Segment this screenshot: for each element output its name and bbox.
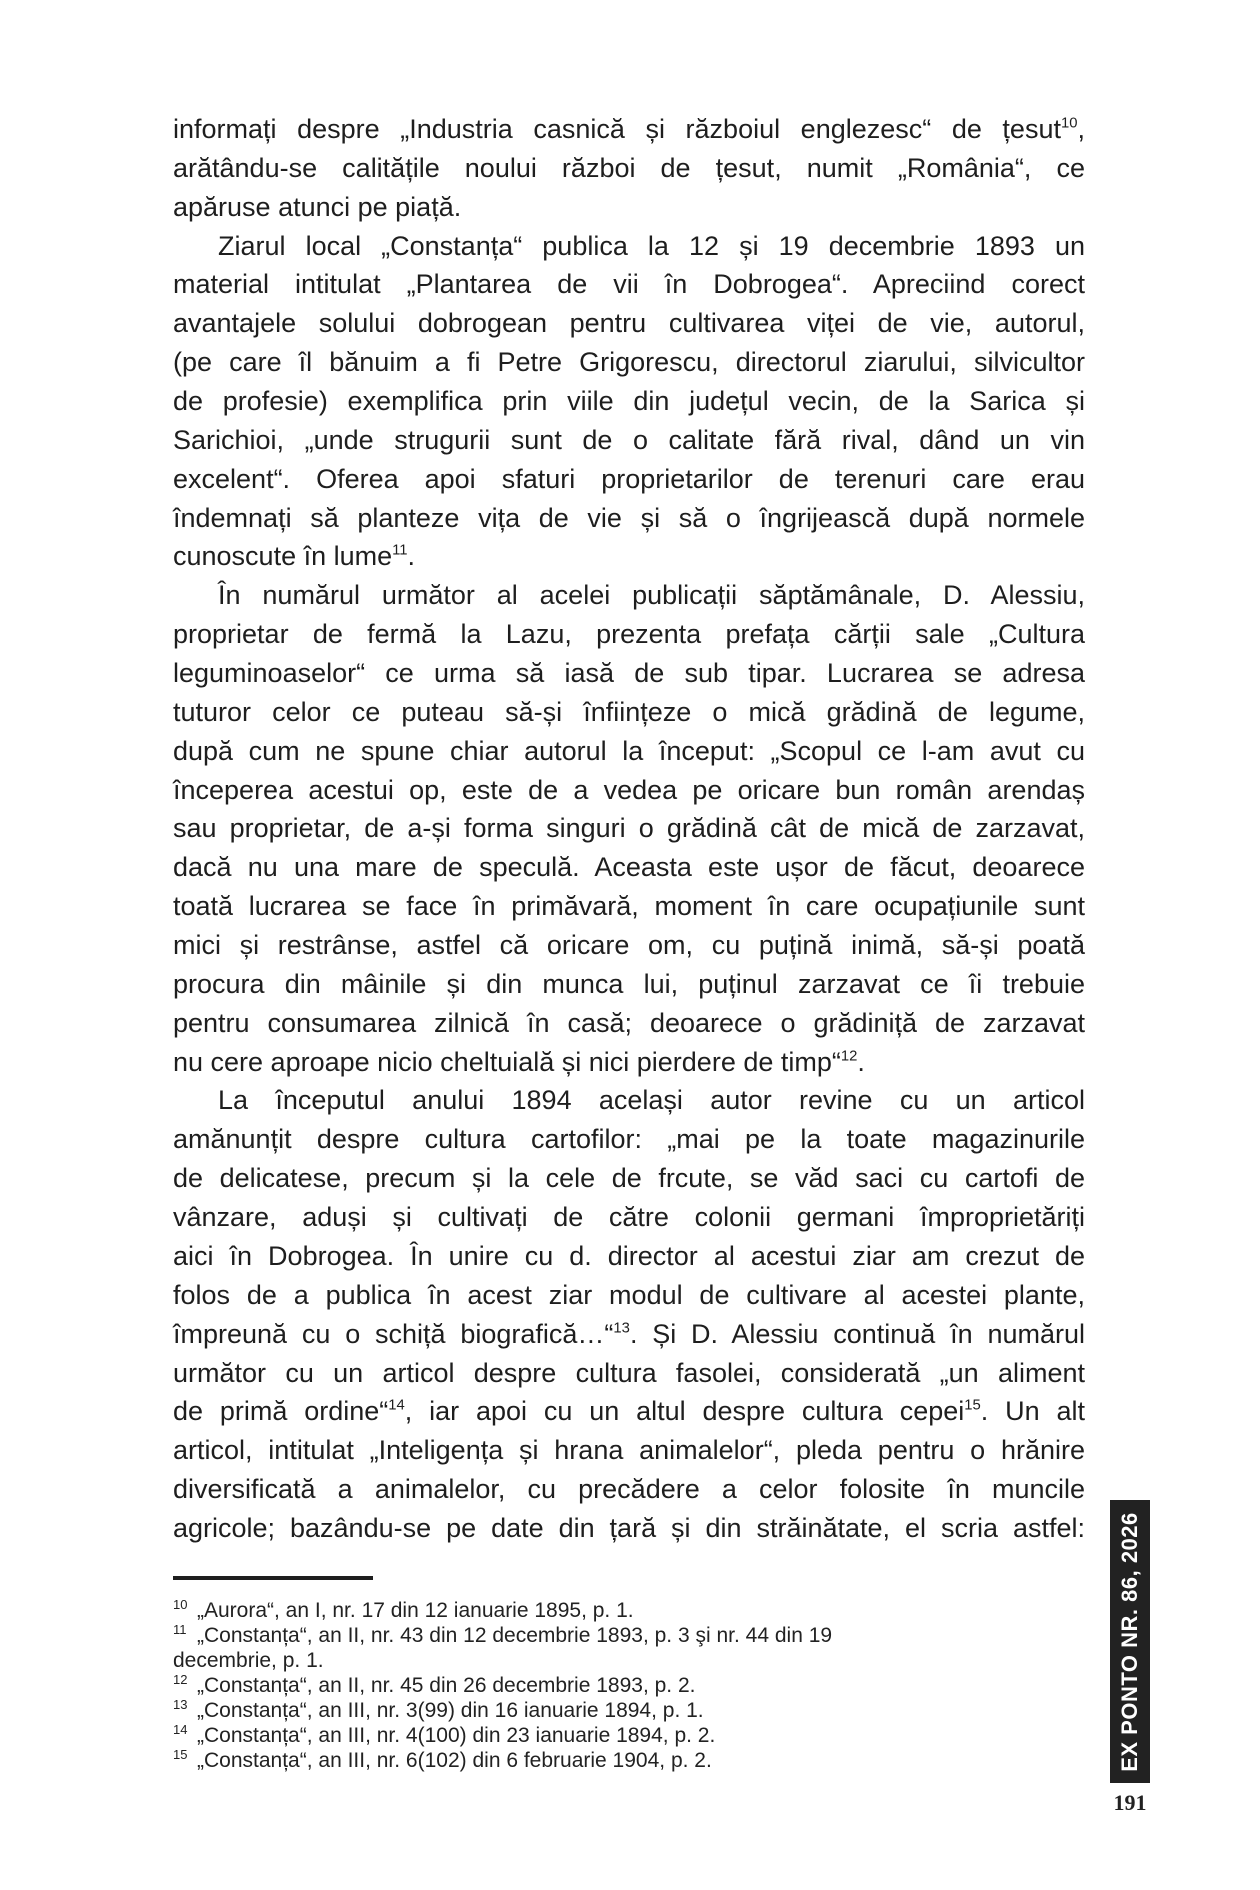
body-line-text (173, 693, 1085, 732)
body-line-text (173, 926, 1085, 965)
body-line (173, 848, 1085, 887)
text-run: de profesie) exemplifica prin viile din județul vecin, de la Sarica și (173, 386, 1085, 417)
text-run: . (407, 541, 416, 572)
body-line (173, 1470, 1085, 1509)
body-line-text (173, 1120, 1085, 1159)
body-line-text (173, 732, 1085, 771)
footnote-ref: 10 (1060, 115, 1078, 132)
body-line (173, 421, 1085, 460)
footnote-continuation: decembrie, p. 1. (173, 1649, 324, 1672)
body-line (173, 537, 1085, 576)
body-line-text (173, 771, 1085, 810)
footnotes (173, 1598, 1085, 1773)
body-line (173, 1431, 1085, 1470)
text-run: tuturor celor ce puteau să-și înființeze o mică grădină de legume, (173, 696, 1085, 727)
footnote-text: „Aurora“, an I, nr. 17 din 12 ianuarie 1895, p. 1. (197, 1599, 634, 1622)
body-line (173, 1004, 1085, 1043)
text-run: aici în Dobrogea. În unire cu d. director al acestui ziar am crezut de (173, 1240, 1085, 1271)
text-run: . Și D. Alessiu continuă în numărul (629, 1318, 1085, 1349)
footnote-text: „Constanța“, an III, nr. 3(99) din 16 ianuarie 1894, p. 1. (197, 1699, 704, 1722)
body-line-text (173, 537, 415, 576)
body-line (173, 1159, 1085, 1198)
footnote-ref: 14 (388, 1397, 405, 1414)
footnote-text: „Constanța“, an II, nr. 45 din 26 decembrie 1893, p. 2. (197, 1674, 696, 1697)
text-run: articol, intitulat „Inteligența și hrana animalelor“, pleda pentru o hrănire (173, 1435, 1085, 1466)
text-run: , (1077, 114, 1085, 144)
footnote-ref: 11 (392, 543, 408, 560)
body-line (173, 188, 1085, 227)
body-line (173, 1392, 1085, 1431)
journal-side-tab (1110, 1500, 1150, 1783)
text-run: apăruse atunci pe piață. (173, 191, 462, 222)
body-line-text (173, 1392, 1085, 1431)
body-line (173, 110, 1085, 149)
text-run: . Un alt (980, 1396, 1085, 1427)
body-line-text (173, 1470, 1085, 1509)
text-run: pentru consumarea zilnică în casă; deoarece o grădiniță de zarzavat (173, 1007, 1085, 1038)
body-line-text (173, 654, 1085, 693)
body-line-text (173, 1354, 1085, 1393)
body-line (173, 227, 1085, 266)
text-run: îndemnați să planteze vița de vie și să o îngrijească după normele (173, 502, 1085, 533)
body-line-text (173, 110, 1085, 149)
text-run: Ziarul local „Constanța“ publica la 12 și 19 decembrie 1893 un (218, 230, 1085, 261)
text-run: diversificată a animalelor, cu precădere a celor folosite în muncile (173, 1474, 1085, 1505)
body-line-text (173, 615, 1085, 654)
journal-issue-label: EX PONTO NR. 86, 2026 (1117, 1511, 1142, 1772)
text-run: . (857, 1046, 865, 1077)
text-run: amănunțit despre cultura cartofilor: „mai pe la toate magazinurile (173, 1124, 1085, 1155)
text-run: avantajele solului dobrogean pentru cultivarea viței de vie, autorul, (173, 308, 1085, 339)
footnote: 15 „Constanța“, an III, nr. 6(102) din 6 februarie 1904, p. 2. (173, 1747, 712, 1772)
footnote-separator (173, 1576, 373, 1580)
body-line (173, 654, 1085, 693)
body-line (173, 1509, 1085, 1548)
footnote-ref: 12 (840, 1048, 858, 1065)
text-run: procura din mâinile și din munca lui, puținul zarzavat ce îi trebuie (173, 968, 1085, 999)
text-run: excelent“. Oferea apoi sfaturi proprietarilor de terenuri care erau (173, 463, 1085, 494)
body-line-text (218, 227, 1085, 266)
body-line-text (173, 499, 1085, 538)
body-line-text (173, 965, 1085, 1004)
page-number: 191 (1113, 1790, 1147, 1815)
body-line (173, 343, 1085, 382)
body-line-text (173, 809, 1085, 848)
body-line (173, 1237, 1085, 1276)
footnote: 14 „Constanța“, an III, nr. 4(100) din 23 ianuarie 1894, p. 2. (173, 1722, 716, 1747)
text-run: toată lucrarea se face în primăvară, moment în care ocupațiunile sunt (173, 891, 1085, 922)
body-line-text (218, 1081, 1085, 1120)
footnote: 11 „Constanța“, an II, nr. 43 din 12 decembrie 1893, p. 3 şi nr. 44 din 19 (173, 1622, 833, 1647)
body-line-text (173, 887, 1085, 926)
text-run: leguminoaselor“ ce urma să iasă de sub tipar. Lucrarea se adresa (173, 658, 1085, 689)
text-run: informați despre „Industria casnică și războiul englezesc“ de țesut (173, 114, 1061, 144)
body-line (173, 460, 1085, 499)
body-line-text (173, 343, 1085, 382)
text-run: material intitulat „Plantarea de vii în Dobrogea“. Apreciind corect (173, 269, 1085, 300)
body-line (173, 965, 1085, 1004)
text-run: proprietar de fermă la Lazu, prezenta prefața cărții sale „Cultura (173, 619, 1085, 650)
text-run: după cum ne spune chiar autorul la început: „Scopul ce l-am avut cu (173, 735, 1085, 766)
text-run: folos de a publica în acest ziar modul de cultivare al acestei plante, (173, 1279, 1085, 1310)
body-line-text (173, 149, 1085, 188)
text-run: de primă ordine“ (173, 1396, 389, 1427)
body-line-text (173, 265, 1085, 304)
body-line-text (173, 1315, 1085, 1354)
text-run: (pe care îl bănuim a fi Petre Grigorescu, directorul ziarului, silvicultor (173, 347, 1085, 378)
text-run: vânzare, aduși și cultivați de către colonii germani împroprietăriți (173, 1202, 1085, 1233)
text-run: În numărul următor al acelei publicații săptămânale, D. Alessiu, (218, 580, 1085, 611)
body-line-text (173, 1159, 1085, 1198)
text-run: cunoscute în lume (173, 541, 393, 572)
text-run: arătându-se calitățile noului război de țesut, numit „România“, ce (173, 152, 1085, 183)
text-run: nu cere aproape nicio cheltuială și nici pierdere de timp“ (173, 1046, 841, 1077)
footnote-text: „Constanța“, an III, nr. 4(100) din 23 ianuarie 1894, p. 2. (197, 1724, 716, 1747)
body-line (173, 1198, 1085, 1237)
text-run: începerea acestui op, este de a vedea pe oricare bun român arendaș (173, 774, 1085, 805)
body-line (173, 887, 1085, 926)
text-run: de delicatese, precum și la cele de frcute, se văd saci cu cartofi de (173, 1163, 1085, 1194)
body-line (173, 693, 1085, 732)
body-line (173, 576, 1085, 615)
body-line-text (173, 304, 1085, 343)
body-line-text (173, 382, 1085, 421)
text-run: sau proprietar, de a-și forma singuri o grădină cât de mică de zarzavat, (173, 813, 1085, 844)
body-line (173, 1120, 1085, 1159)
body-line (173, 382, 1085, 421)
body-line (173, 149, 1085, 188)
footnote-ref: 15 (964, 1397, 981, 1414)
body-line (173, 732, 1085, 771)
text-run: agricole; bazându-se pe date din țară și din străinătate, el scria astfel: (173, 1512, 1085, 1543)
body-line (173, 809, 1085, 848)
body-line (173, 499, 1085, 538)
body-line-text (173, 188, 461, 227)
text-run: , iar apoi cu un altul despre cultura cepei (404, 1396, 965, 1427)
body-line-text (173, 1431, 1085, 1470)
body-line (173, 1354, 1085, 1393)
body-line (173, 1315, 1085, 1354)
body-line-text (173, 460, 1085, 499)
body-line-text (173, 1276, 1085, 1315)
footnote: 10 „Aurora“, an I, nr. 17 din 12 ianuarie 1895, p. 1. (173, 1597, 634, 1622)
body-line-text (173, 1198, 1085, 1237)
body-line (173, 1043, 1085, 1082)
body-line-text (173, 421, 1085, 460)
text-run: dacă nu una mare de speculă. Aceasta este ușor de făcut, deoarece (173, 852, 1085, 883)
article-body (173, 110, 1085, 1548)
body-line-text (173, 848, 1085, 887)
text-run: împreună cu o schiță biografică…“ (173, 1318, 614, 1349)
body-line (173, 265, 1085, 304)
footnote-text: „Constanța“, an II, nr. 43 din 12 decembrie 1893, p. 3 şi nr. 44 din 19 (197, 1624, 833, 1647)
body-line-text (173, 1043, 865, 1082)
body-line-text (173, 1004, 1085, 1043)
body-line-text (218, 576, 1085, 615)
body-line (173, 1276, 1085, 1315)
body-line (173, 304, 1085, 343)
footnote: 13 „Constanța“, an III, nr. 3(99) din 16 ianuarie 1894, p. 1. (173, 1697, 704, 1722)
footnote-text: „Constanța“, an III, nr. 6(102) din 6 februarie 1904, p. 2. (197, 1749, 712, 1772)
body-line-text (173, 1237, 1085, 1276)
footnote: 12 „Constanța“, an II, nr. 45 din 26 decembrie 1893, p. 2. (173, 1672, 696, 1697)
footnote-ref: 13 (613, 1320, 630, 1337)
body-line (173, 771, 1085, 810)
body-line (173, 1081, 1085, 1120)
text-run: Sarichioi, „unde strugurii sunt de o calitate fără rival, dând un vin (173, 424, 1085, 455)
text-run: următor cu un articol despre cultura fasolei, considerată „un aliment (173, 1357, 1085, 1388)
body-line (173, 926, 1085, 965)
text-run: mici și restrânse, astfel că oricare om, cu puțină inimă, să-și poată (173, 930, 1085, 961)
text-run: La începutul anului 1894 același autor revine cu un articol (218, 1085, 1085, 1116)
body-line (173, 615, 1085, 654)
body-line-text (173, 1509, 1085, 1548)
